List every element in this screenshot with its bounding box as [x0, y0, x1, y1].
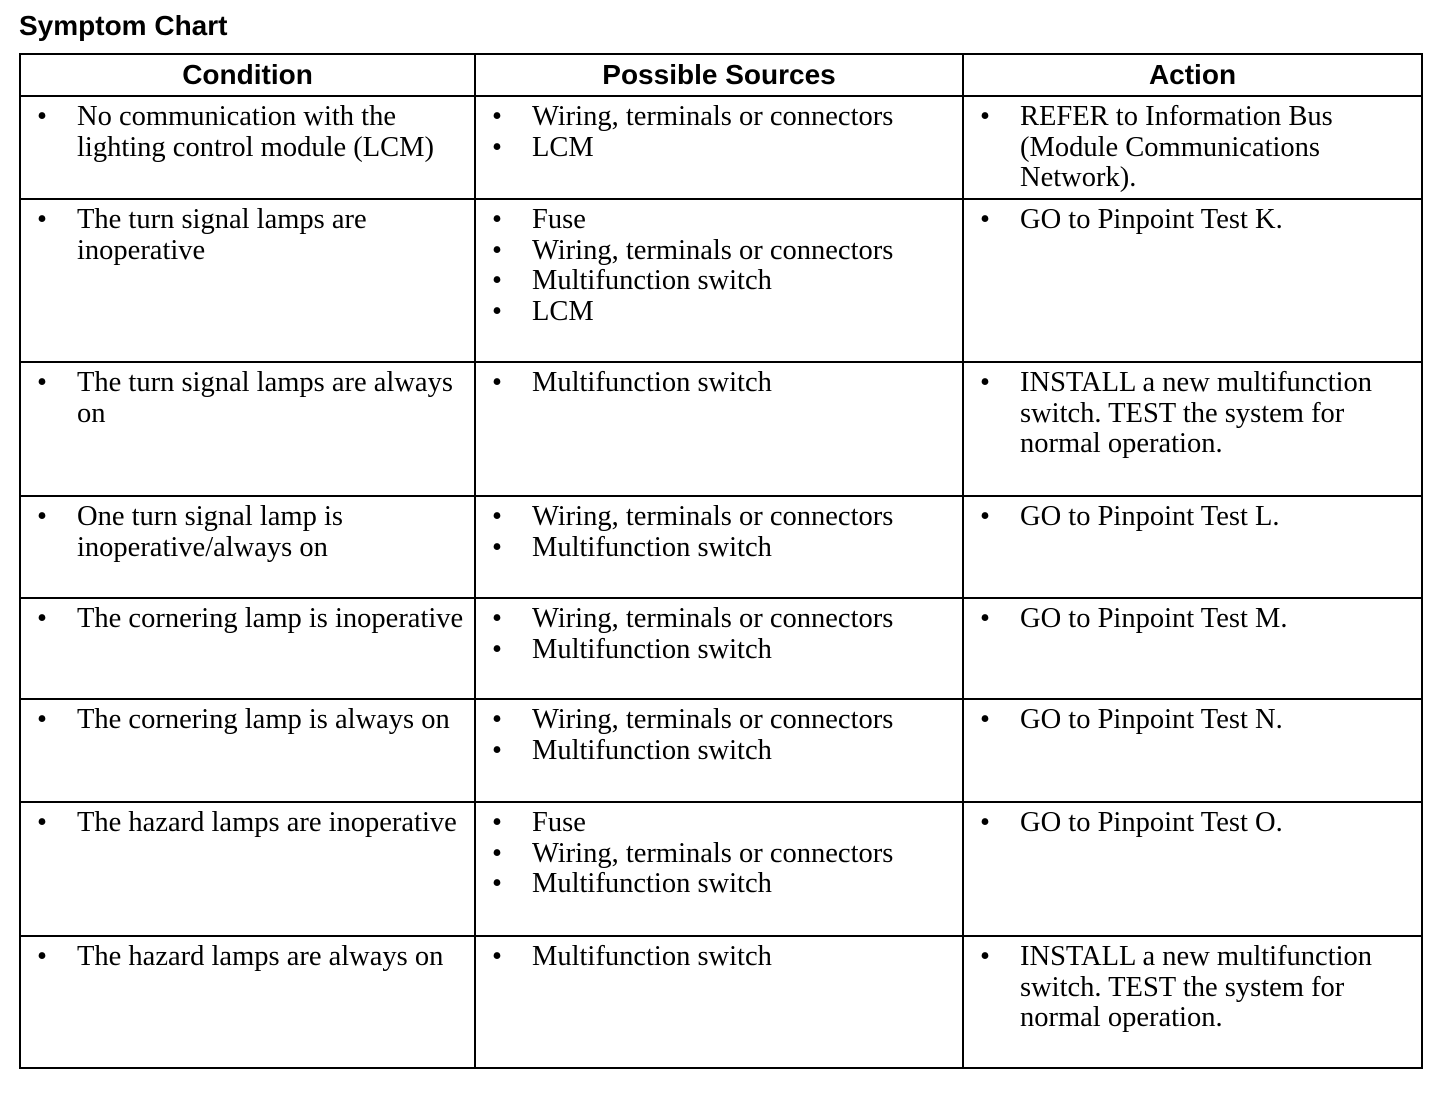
bullet-list: [484, 604, 954, 665]
column-header-possible-sources: Possible Sources: [475, 54, 963, 96]
condition-cell: [20, 362, 475, 496]
list-item-text: Multifunction switch: [532, 868, 772, 899]
list-item: [484, 102, 954, 133]
action-cell: [963, 598, 1422, 699]
bullet-list: [29, 502, 466, 563]
table-row: [20, 802, 1422, 936]
list-item-text: Wiring, terminals or connectors: [532, 603, 894, 634]
list-item: [972, 808, 1413, 839]
bullet-icon: •: [492, 131, 502, 163]
list-item: [484, 236, 954, 267]
possible-sources-cell: [475, 199, 963, 362]
bullet-icon: •: [492, 807, 502, 838]
bullet-list: [29, 205, 466, 266]
bullet-icon: •: [492, 265, 502, 296]
list-item: [29, 502, 466, 563]
list-item-text: Multifunction switch: [532, 367, 772, 398]
column-header-condition: Condition: [20, 54, 475, 96]
list-item: [972, 205, 1413, 236]
bullet-icon: •: [37, 101, 47, 132]
bullet-list: [972, 368, 1413, 460]
bullet-icon: •: [492, 531, 502, 563]
table-row: [20, 362, 1422, 496]
condition-cell: [20, 96, 475, 199]
bullet-icon: •: [980, 603, 990, 634]
bullet-list: [29, 942, 466, 973]
list-item: [484, 533, 954, 564]
bullet-list: [972, 102, 1413, 194]
table-header: [20, 54, 1422, 96]
condition-cell: [20, 802, 475, 936]
bullet-icon: •: [980, 941, 990, 972]
bullet-list: [972, 205, 1413, 236]
list-item-text: The cornering lamp is inoperative: [77, 603, 464, 634]
bullet-icon: •: [980, 204, 990, 235]
list-item-text: GO to Pinpoint Test N.: [1020, 704, 1283, 735]
list-item: [484, 705, 954, 736]
bullet-icon: •: [980, 501, 990, 532]
list-item: [972, 942, 1413, 1034]
bullet-list: [484, 808, 954, 900]
bullet-icon: •: [492, 204, 502, 235]
possible-sources-cell: [475, 699, 963, 802]
bullet-list: [29, 604, 466, 635]
possible-sources-cell: [475, 362, 963, 496]
list-item: [484, 736, 954, 767]
bullet-icon: •: [37, 704, 47, 735]
list-item: [484, 604, 954, 635]
bullet-icon: •: [980, 101, 990, 132]
bullet-list: [484, 102, 954, 163]
bullet-icon: •: [492, 633, 502, 665]
possible-sources-cell: [475, 96, 963, 199]
action-cell: [963, 936, 1422, 1068]
bullet-icon: •: [492, 101, 502, 132]
column-header-action: Action: [963, 54, 1422, 96]
list-item: [484, 839, 954, 870]
bullet-icon: •: [980, 367, 990, 398]
possible-sources-cell: [475, 496, 963, 598]
bullet-icon: •: [37, 367, 47, 398]
list-item-text: INSTALL a new multifunction switch. TEST the system for normal operation.: [1020, 367, 1373, 459]
bullet-list: [484, 368, 954, 399]
possible-sources-cell: [475, 802, 963, 936]
list-item: [484, 635, 954, 666]
list-item: [29, 205, 466, 266]
list-item: [484, 205, 954, 236]
bullet-icon: •: [492, 234, 502, 266]
bullet-list: [484, 705, 954, 766]
list-item-text: The hazard lamps are inoperative: [77, 807, 457, 838]
list-item: [29, 604, 466, 635]
bullet-list: [29, 808, 466, 839]
bullet-icon: •: [37, 501, 47, 532]
bullet-list: [972, 502, 1413, 533]
list-item: [484, 133, 954, 164]
list-item: [972, 502, 1413, 533]
action-cell: [963, 362, 1422, 496]
bullet-icon: •: [37, 941, 47, 972]
list-item-text: Multifunction switch: [532, 941, 772, 972]
list-item: [484, 502, 954, 533]
list-item-text: The turn signal lamps are inoperative: [77, 204, 367, 266]
bullet-icon: •: [492, 941, 502, 972]
table-row: [20, 699, 1422, 802]
condition-cell: [20, 936, 475, 1068]
bullet-icon: •: [980, 807, 990, 838]
list-item-text: Wiring, terminals or connectors: [532, 704, 894, 735]
action-cell: [963, 699, 1422, 802]
list-item-text: Fuse: [532, 807, 586, 838]
bullet-list: [29, 102, 466, 163]
bullet-list: [484, 942, 954, 973]
bullet-icon: •: [492, 295, 502, 327]
bullet-list: [972, 942, 1413, 1034]
list-item: [972, 102, 1413, 194]
list-item: [29, 368, 466, 429]
list-item-text: One turn signal lamp is inoperative/always on: [77, 501, 343, 563]
bullet-list: [484, 502, 954, 563]
action-cell: [963, 802, 1422, 936]
condition-cell: [20, 496, 475, 598]
list-item: [972, 604, 1413, 635]
action-cell: [963, 199, 1422, 362]
bullet-list: [972, 705, 1413, 736]
bullet-icon: •: [980, 704, 990, 735]
bullet-list: [972, 604, 1413, 635]
list-item-text: No communication with the lighting control module (LCM): [77, 101, 435, 163]
possible-sources-cell: [475, 936, 963, 1068]
bullet-icon: •: [37, 204, 47, 235]
table-row: [20, 936, 1422, 1068]
list-item-text: LCM: [532, 131, 594, 163]
bullet-icon: •: [492, 603, 502, 634]
bullet-icon: •: [492, 501, 502, 532]
list-item: [972, 368, 1413, 460]
table-row: [20, 496, 1422, 598]
list-item-text: GO to Pinpoint Test O.: [1020, 807, 1283, 838]
bullet-list: [29, 368, 466, 429]
list-item: [29, 808, 466, 839]
list-item: [484, 266, 954, 297]
possible-sources-cell: [475, 598, 963, 699]
list-item: [972, 705, 1413, 736]
list-item-text: Fuse: [532, 204, 586, 235]
list-item-text: GO to Pinpoint Test M.: [1020, 603, 1288, 634]
list-item-text: Wiring, terminals or connectors: [532, 234, 894, 266]
table-row: [20, 199, 1422, 362]
list-item-text: The hazard lamps are always on: [77, 941, 444, 972]
action-cell: [963, 496, 1422, 598]
list-item-text: Multifunction switch: [532, 633, 772, 665]
condition-cell: [20, 598, 475, 699]
bullet-icon: •: [492, 704, 502, 735]
symptom-chart-table: [19, 53, 1423, 1069]
bullet-icon: •: [492, 837, 502, 869]
list-item-text: REFER to Information Bus (Module Communications Network).: [1020, 101, 1333, 193]
list-item-text: Wiring, terminals or connectors: [532, 837, 894, 869]
bullet-icon: •: [492, 367, 502, 398]
bullet-icon: •: [37, 807, 47, 838]
condition-cell: [20, 199, 475, 362]
bullet-list: [972, 808, 1413, 839]
condition-cell: [20, 699, 475, 802]
list-item-text: INSTALL a new multifunction switch. TEST the system for normal operation.: [1020, 941, 1373, 1033]
list-item-text: Multifunction switch: [532, 734, 772, 766]
list-item-text: LCM: [532, 295, 594, 327]
table-row: [20, 96, 1422, 199]
list-item-text: Multifunction switch: [532, 531, 772, 563]
list-item: [484, 869, 954, 900]
bullet-icon: •: [492, 868, 502, 899]
bullet-icon: •: [37, 603, 47, 634]
list-item-text: Multifunction switch: [532, 265, 772, 296]
list-item: [29, 942, 466, 973]
list-item: [484, 942, 954, 973]
bullet-list: [484, 205, 954, 327]
list-item-text: Wiring, terminals or connectors: [532, 101, 894, 132]
table-body: [20, 96, 1422, 1068]
list-item-text: The turn signal lamps are always on: [77, 367, 453, 429]
list-item-text: Wiring, terminals or connectors: [532, 501, 894, 532]
bullet-icon: •: [492, 734, 502, 766]
list-item-text: The cornering lamp is always on: [77, 704, 450, 735]
list-item: [484, 808, 954, 839]
list-item-text: GO to Pinpoint Test K.: [1020, 204, 1283, 235]
bullet-list: [29, 705, 466, 736]
action-cell: [963, 96, 1422, 199]
list-item: [484, 368, 954, 399]
list-item-text: GO to Pinpoint Test L.: [1020, 501, 1280, 532]
list-item: [29, 102, 466, 163]
table-row: [20, 598, 1422, 699]
header-row: [20, 54, 1422, 96]
page-title: Symptom Chart: [19, 10, 228, 41]
list-item: [29, 705, 466, 736]
list-item: [484, 297, 954, 328]
